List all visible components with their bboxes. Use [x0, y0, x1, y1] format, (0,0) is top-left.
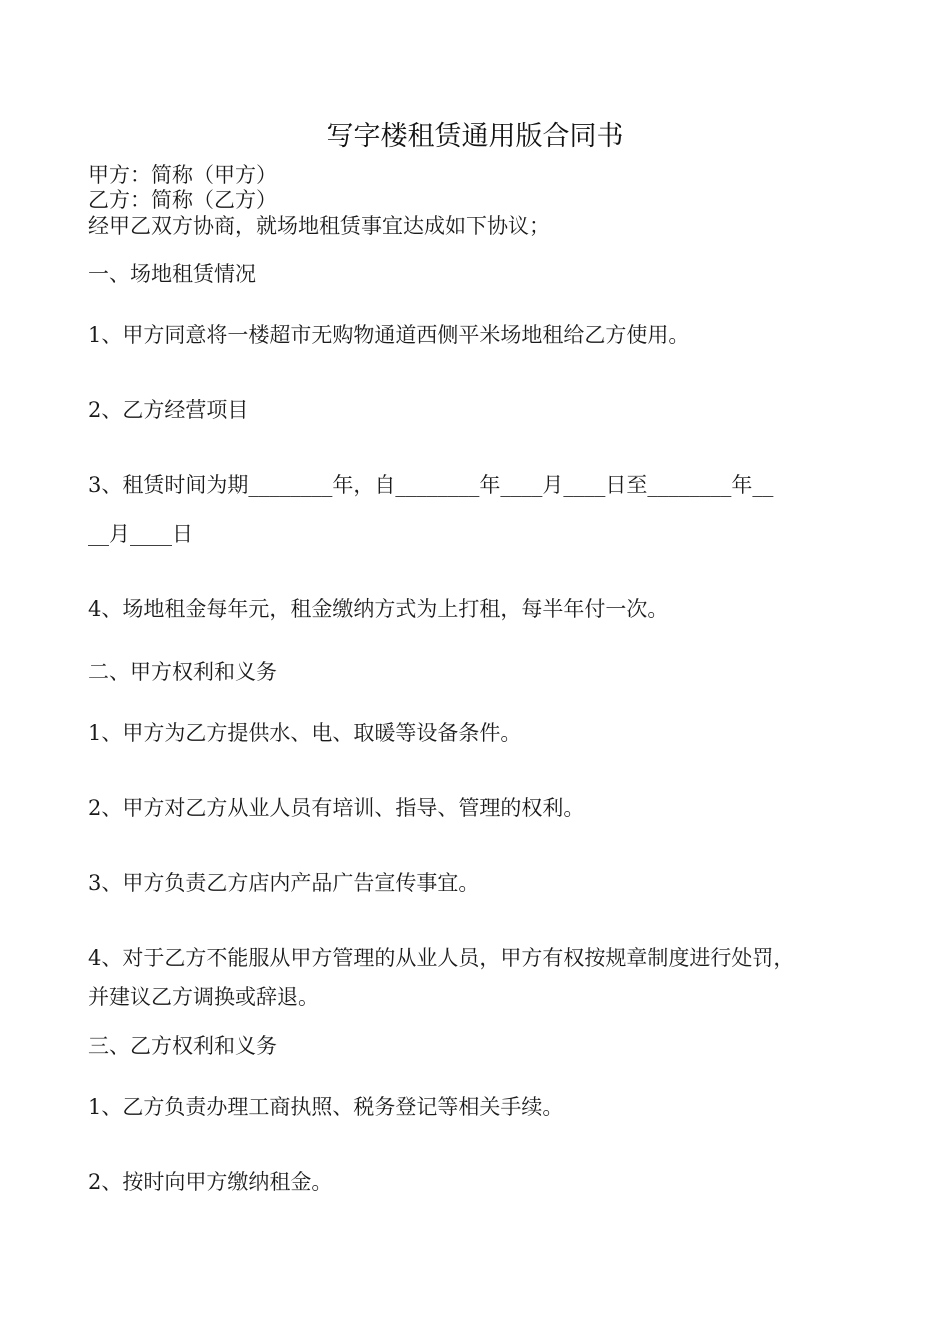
party-b-line: 乙方：简称（乙方）: [88, 188, 277, 212]
section-2-item-4-line-2: 并建议乙方调换或辞退。: [88, 985, 319, 1009]
section-1-heading: 一、场地租赁情况: [88, 262, 256, 286]
section-2-item-2: 2、甲方对乙方从业人员有培训、指导、管理的权利。: [88, 796, 585, 820]
section-1-item-3-line-2: __月____日: [88, 522, 193, 546]
intro-paragraph: 经甲乙双方协商，就场地租赁事宜达成如下协议；: [88, 214, 550, 238]
section-1-item-1: 1、甲方同意将一楼超市无购物通道西侧平米场地租给乙方使用。: [88, 323, 690, 347]
section-1-item-2: 2、乙方经营项目: [88, 398, 249, 422]
section-1-item-4: 4、场地租金每年元，租金缴纳方式为上打租，每半年付一次。: [88, 597, 669, 621]
section-2-item-1: 1、甲方为乙方提供水、电、取暖等设备条件。: [88, 721, 522, 745]
section-2-item-4-line-1: 4、对于乙方不能服从甲方管理的从业人员，甲方有权按规章制度进行处罚，: [88, 946, 795, 970]
section-1-item-3-line-1: 3、租赁时间为期________年，自________年____月____日至________年__: [88, 473, 774, 497]
section-3-heading: 三、乙方权利和义务: [88, 1034, 277, 1058]
section-2-heading: 二、甲方权利和义务: [88, 660, 277, 684]
section-2-item-3: 3、甲方负责乙方店内产品广告宣传事宜。: [88, 871, 480, 895]
party-a-line: 甲方：简称（甲方）: [88, 163, 277, 187]
section-3-item-1: 1、乙方负责办理工商执照、税务登记等相关手续。: [88, 1095, 564, 1119]
document-title: 写字楼租赁通用版合同书: [326, 121, 624, 152]
section-3-item-2: 2、按时向甲方缴纳租金。: [88, 1170, 333, 1194]
